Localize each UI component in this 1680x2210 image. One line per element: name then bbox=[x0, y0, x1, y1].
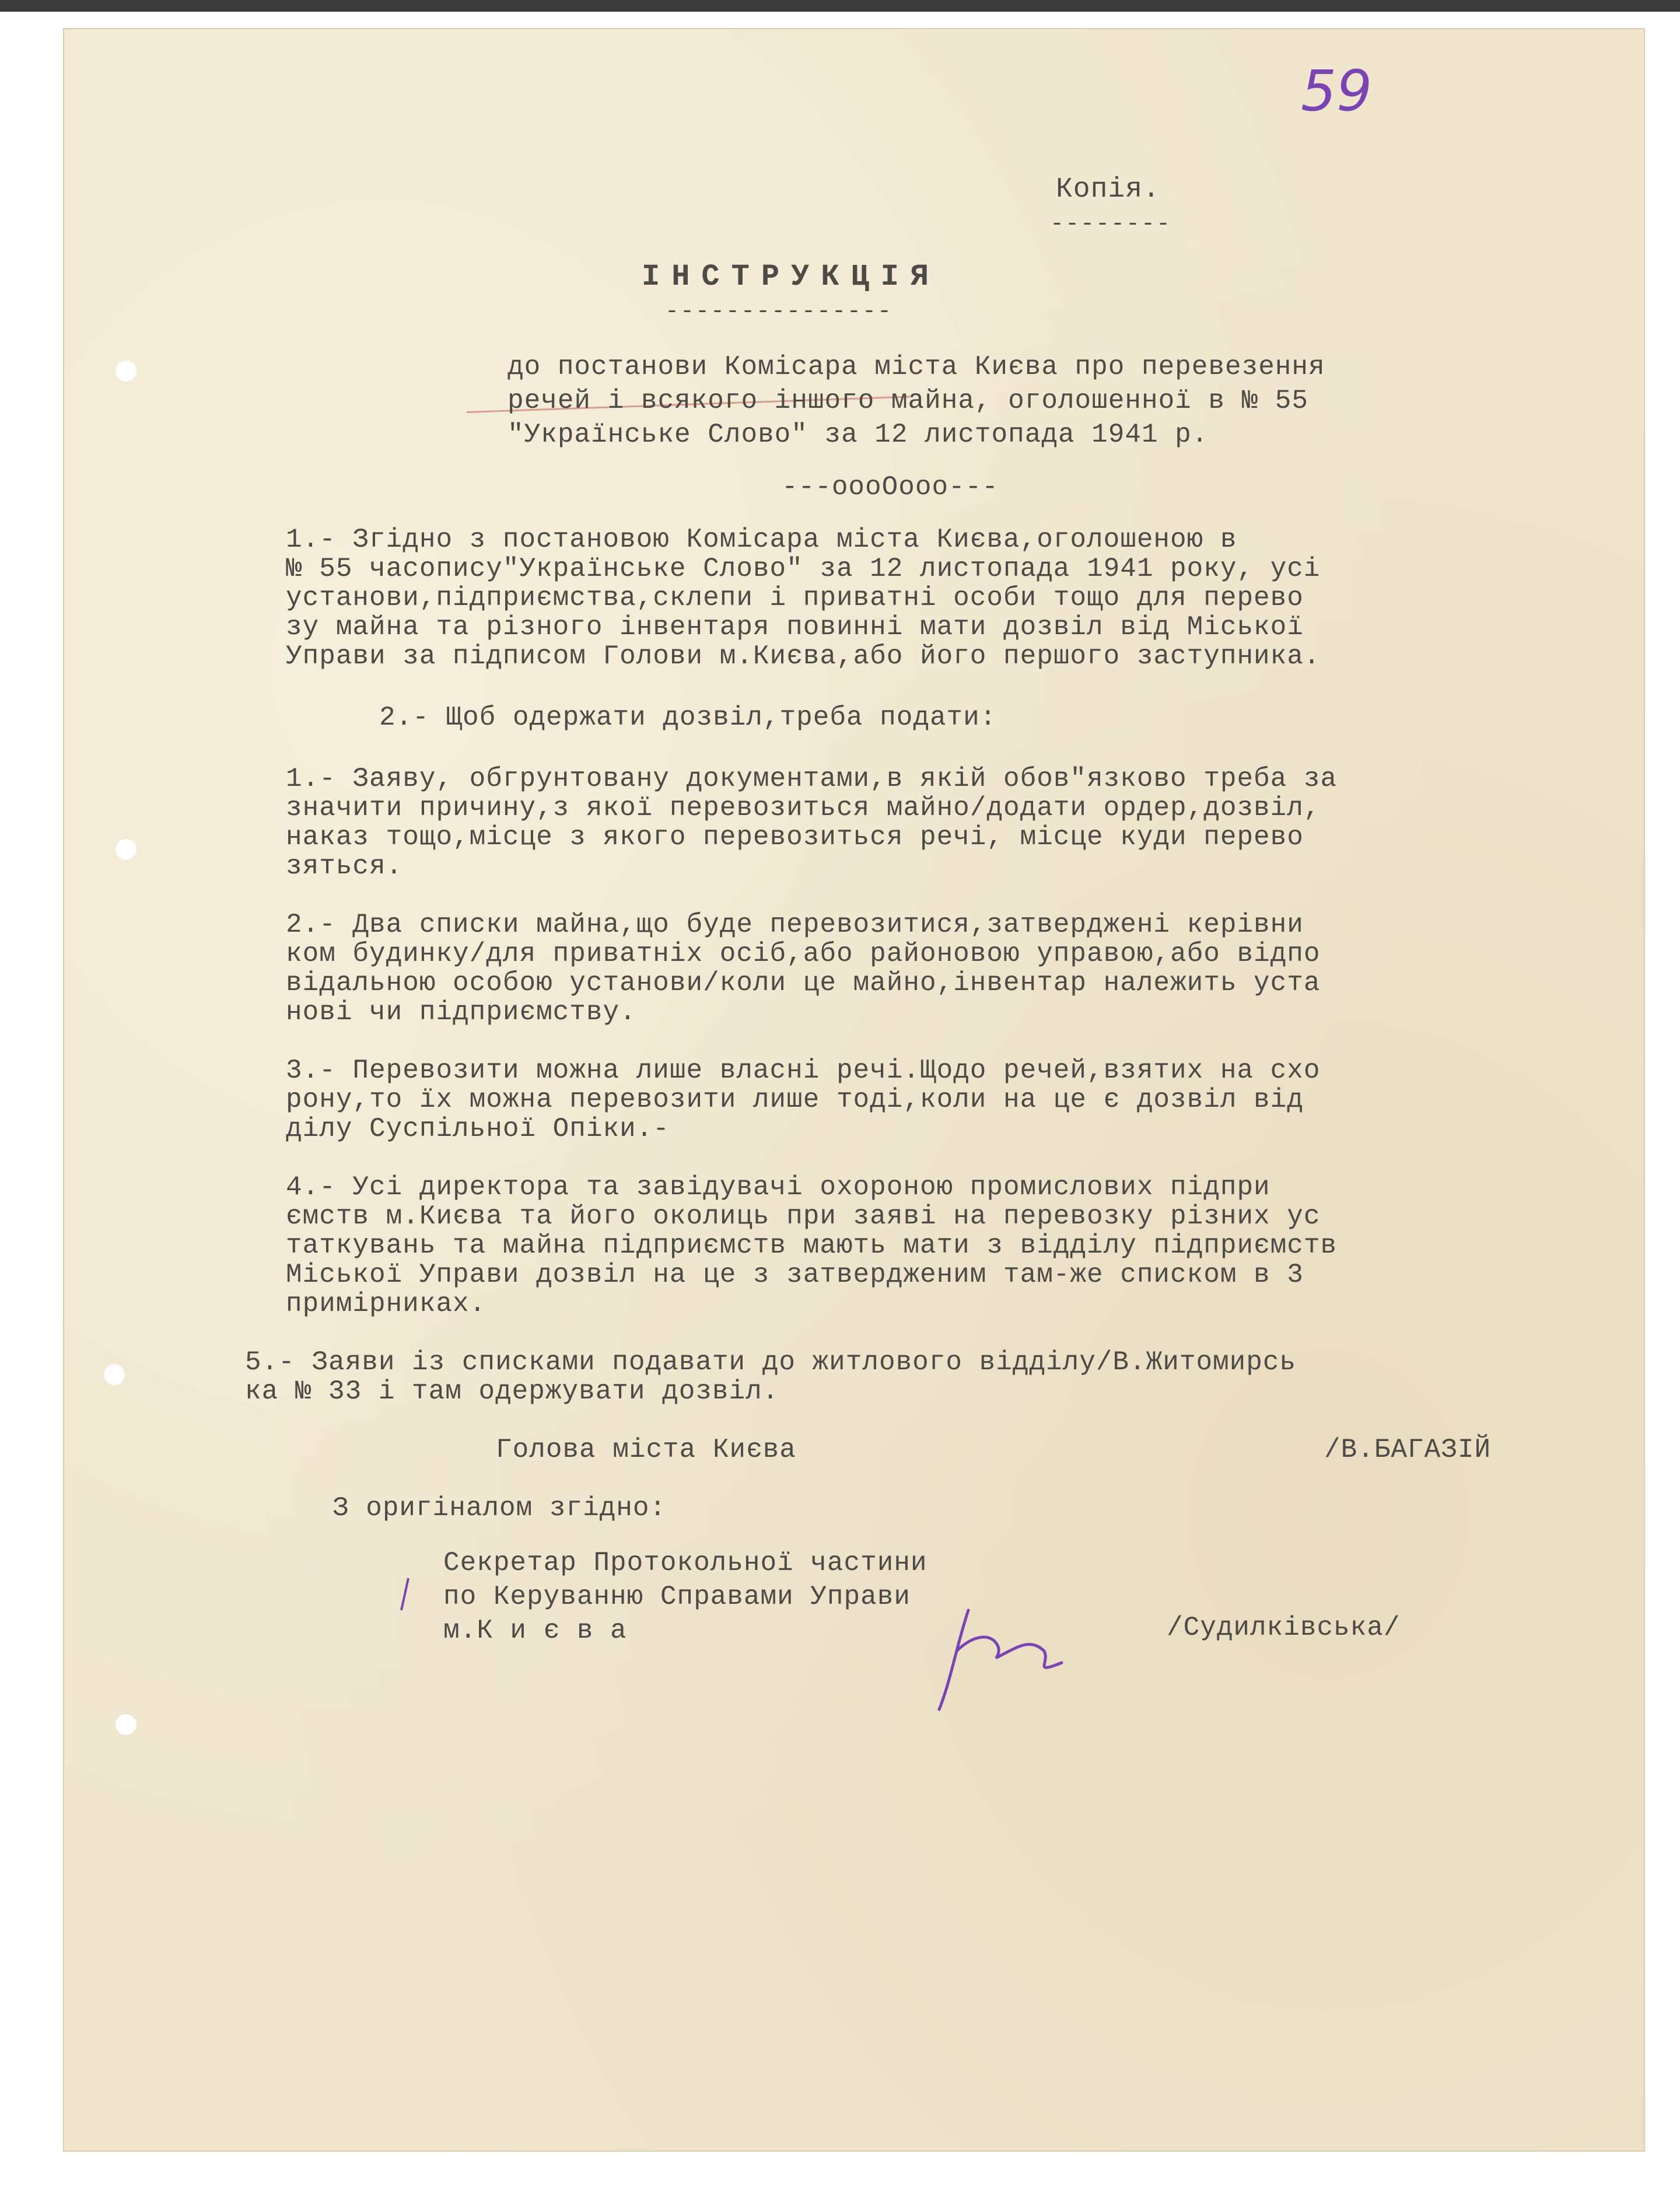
head-title: Голова міста Києва bbox=[496, 1435, 796, 1465]
list-item-4: 4.- Усі директора та завідувачі охороною промислових підпри ємств м.Києва та його околиць при заяві на перевозку різних ус таткувань та майна підприємств мають мати з відділу підприємств Міської Управи дозвіл на це з затвердженим там-же списком в 3 примірниках. bbox=[286, 1172, 1338, 1319]
punch-hole bbox=[116, 839, 136, 860]
purple-tick-mark bbox=[397, 1575, 414, 1616]
scan-top-edge bbox=[0, 0, 1680, 12]
document-subtitle: до постанови Комісара міста Києва про перевезення речей і всякого іншого майна, оголошенної в № 55 "Українське Слово" за 12 листопада 1941 р. bbox=[508, 352, 1325, 450]
copy-underline: -------- bbox=[1050, 211, 1172, 237]
punch-hole bbox=[116, 361, 136, 382]
paragraph-1: 1.- Згідно з постановою Комісара міста Києва,оголошеною в № 55 часопису"Українське Слово" за 12 листопада 1941 року, усі установи,підприємства,склепи і приватні особи тощо для перево зу майна та різного інвентаря повинні мати дозвіл від Міської Управи за підписом Голови м.Києва,або його першого заступника. bbox=[286, 524, 1321, 672]
paragraph-2: 2.- Щоб одержати дозвіл,треба подати: bbox=[379, 702, 997, 733]
section-ornament: ---oooOooo--- bbox=[782, 472, 999, 502]
secretary-name: /Судилківська/ bbox=[1167, 1613, 1401, 1643]
punch-hole bbox=[104, 1364, 125, 1385]
handwritten-signature bbox=[933, 1599, 1073, 1715]
list-item-2: 2.- Два списки майна,що буде перевозитися,затверджені керівни ком будинку/для приватніх осіб,або районовою управою,або відпо відальною особою установи/коли це майно,інвентар належить уста нові чи підприємству. bbox=[286, 910, 1321, 1027]
document-title: ІНСТРУКЦІЯ bbox=[642, 260, 941, 294]
list-item-1: 1.- Заяву, обгрунтовану документами,в якій обов"язково треба за значити причину,з якої перевозиться майно/додати ордер,дозвіл, наказ тощо,місце з якого перевозиться речі, місце куди перево зяться. bbox=[286, 764, 1338, 882]
secretary-block: Секретар Протокольної частини по Керуванню Справами Управи м.К и є в а bbox=[443, 1548, 928, 1646]
list-item-5: 5.- Заяви із списками подавати до житлового відділу/В.Житомирсь ка № 33 і там одержувати дозвіл. bbox=[245, 1347, 1297, 1407]
title-underline: --------------- bbox=[665, 299, 893, 325]
list-item-3: 3.- Перевозити можна лише власні речі.Щодо речей,взятих на схо рону,то їх можна перевозити лише тоді,коли на це є дозвіл від ділу Суспільної Опіки.- bbox=[286, 1055, 1321, 1144]
punch-hole bbox=[116, 1714, 136, 1735]
original-note: З оригіналом згідно: bbox=[332, 1493, 667, 1523]
head-name: /В.БАГАЗІЙ bbox=[1324, 1435, 1492, 1465]
folio-number: 59 bbox=[1301, 58, 1373, 124]
copy-mark: Копія. bbox=[1056, 174, 1160, 205]
